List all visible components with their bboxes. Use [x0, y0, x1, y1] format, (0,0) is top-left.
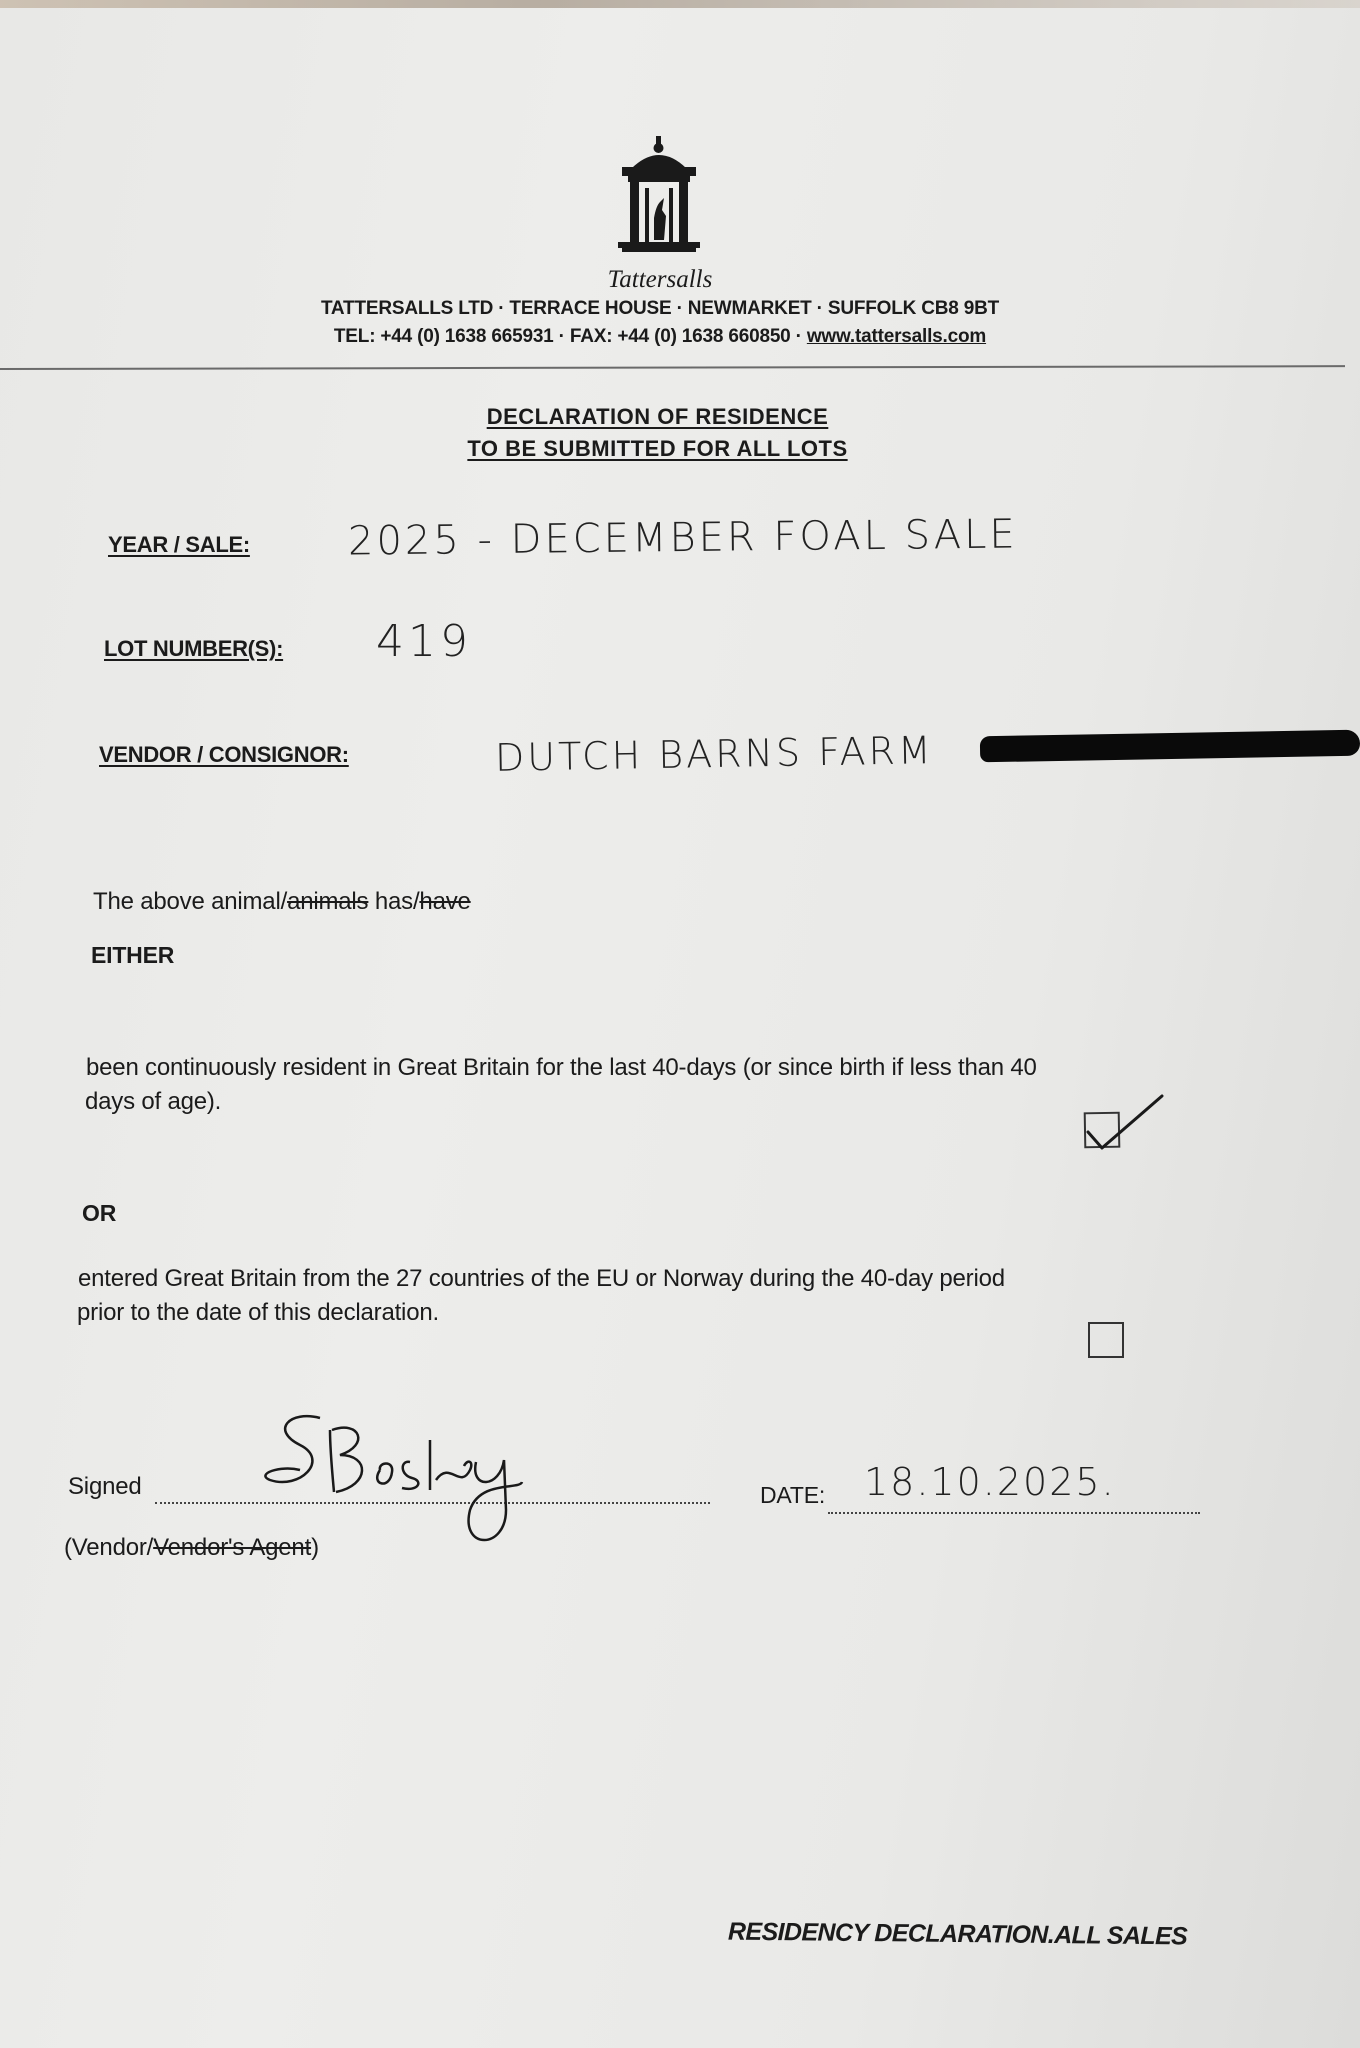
page-edge [0, 0, 1360, 8]
lot-number-label: LOT NUMBER(S): [104, 636, 284, 661]
signed-label: Signed [68, 1473, 142, 1500]
footer-text: RESIDENCY DECLARATION.ALL SALES [727, 1917, 1188, 1951]
form-subtitle: TO BE SUBMITTED FOR ALL LOTS [467, 436, 848, 461]
role-close: ) [311, 1534, 319, 1561]
date-line [828, 1510, 1200, 1514]
checkmark-icon [1084, 1092, 1164, 1154]
or-label: OR [82, 1200, 117, 1226]
year-sale-value[interactable]: 2025 - DECEMBER FOAL SALE [347, 511, 1018, 565]
redaction-mark [980, 730, 1360, 763]
website-link[interactable]: www.tattersalls.com [806, 326, 987, 347]
vendor-label: VENDOR / CONSIGNOR: [99, 742, 349, 767]
vendor-value[interactable]: DUTCH BARNS FARM [494, 728, 935, 780]
year-sale-label: YEAR / SALE: [108, 532, 250, 557]
role-strike-agent: Vendor's Agent [153, 1534, 312, 1561]
option2-checkbox[interactable] [1088, 1322, 1124, 1358]
option2-line2: prior to the date of this declaration. [77, 1299, 439, 1326]
brand-name: Tattersalls [607, 266, 713, 293]
intro-strike-have: have [419, 888, 471, 915]
either-label: EITHER [91, 942, 175, 968]
option1-line2: days of age). [85, 1088, 222, 1115]
intro-strike-animals: animals [287, 888, 369, 915]
header-divider [0, 365, 1345, 370]
signature-scribble[interactable] [260, 1400, 550, 1550]
date-label: DATE: [760, 1482, 826, 1508]
date-value[interactable]: 18.10.2025. [864, 1460, 1116, 1504]
option2-line1: entered Great Britain from the 27 countries of the EU or Norway during the 40-day period [78, 1265, 1005, 1292]
role-line [64, 1531, 319, 1565]
lot-number-value[interactable]: 419 [376, 616, 472, 667]
role-vendor: (Vendor/ [64, 1534, 154, 1561]
tattersalls-logo-icon [618, 136, 700, 260]
option1-line1: been continuously resident in Great Britain for the last 40-days (or since birth if less than 40 [86, 1054, 1037, 1081]
form-title: DECLARATION OF RESIDENCE [486, 404, 829, 429]
intro-line [93, 885, 471, 919]
address-line: TATTERSALLS LTD · TERRACE HOUSE · NEWMARKET · SUFFOLK CB8 9BT [320, 298, 1000, 319]
intro-text-a: The above animal/ [93, 888, 288, 915]
intro-text-b: has/ [368, 888, 420, 915]
contact-line [240, 326, 1080, 348]
contact-numbers: TEL: +44 (0) 1638 665931 · FAX: +44 (0) 1638 660850 · [333, 326, 807, 347]
